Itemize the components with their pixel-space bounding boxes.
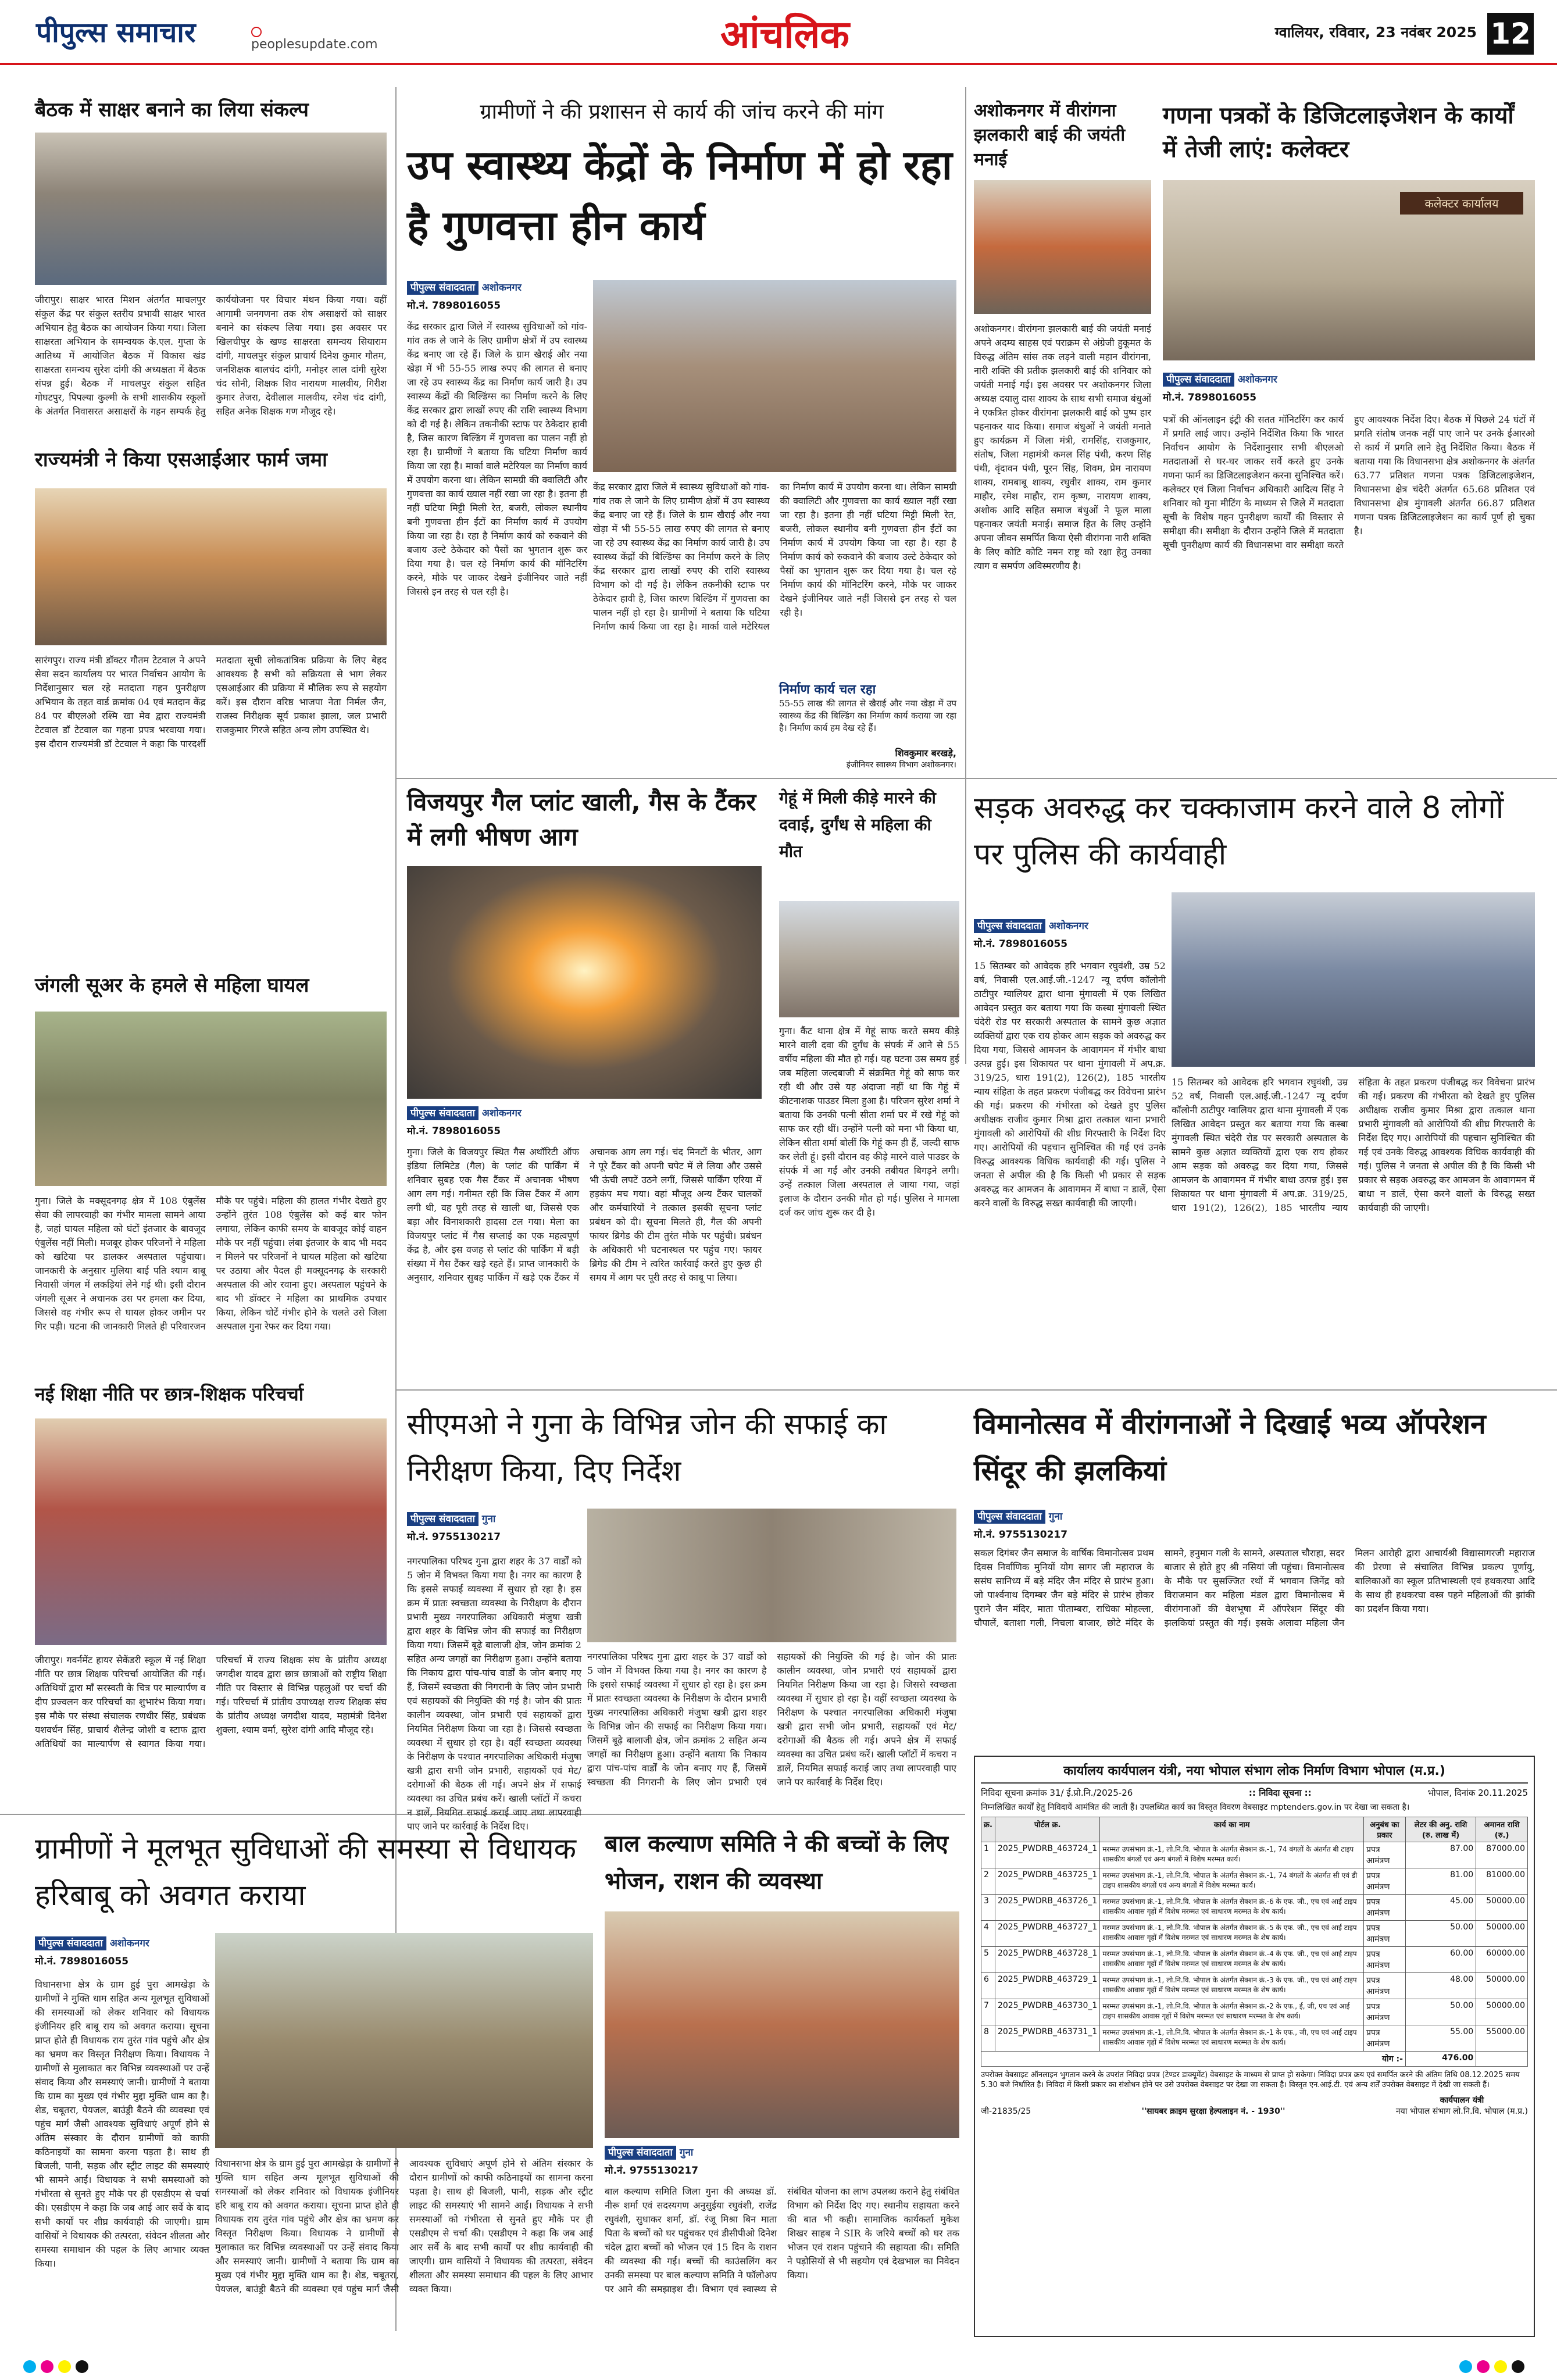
tender-cell: 55.00: [1405, 2025, 1476, 2052]
article-headline: गेहूं में मिली कीड़े मारने की दवाई, दुर्गंध से महिला की मौत: [779, 788, 936, 861]
article-photo: [35, 488, 387, 645]
registration-mark-magenta: [41, 2360, 53, 2373]
tender-cell: 60000.00: [1476, 1947, 1528, 1973]
article-photo: [587, 1509, 956, 1642]
registration-mark-cyan: [23, 2360, 36, 2373]
tender-signature-title: कार्यपालन यंत्री: [1440, 2096, 1484, 2105]
tender-cell: 87000.00: [1476, 1842, 1528, 1868]
tender-cell: 7: [981, 1999, 995, 2025]
article-photo: [593, 280, 956, 472]
byline-mobile: मो.नं. 7898016055: [974, 938, 1068, 950]
article-gas-fire: [407, 785, 762, 1384]
dateline: ग्वालियर, रविवार, 23 नवंबर 2025: [1274, 24, 1477, 41]
byline-tag: पीपुल्स संवाददाता: [605, 2146, 676, 2160]
article-headline: सीएमओ ने गुना के विभिन्न जोन की सफाई का निरीक्षण किया, दिए निर्देश: [407, 1407, 887, 1488]
byline-place: गुना: [679, 2147, 694, 2159]
byline: [605, 2145, 959, 2180]
byline-place: अशोकनगर: [1237, 374, 1277, 385]
tender-cell: 81.00: [1405, 1868, 1476, 1895]
article-headline: विजयपुर गैल प्लांट खाली, गैस के टैंकर में लगी भीषण आग: [407, 788, 756, 851]
tender-cell: प्रपत्र आमंत्रण: [1363, 1973, 1405, 1999]
article-headline: नई शिक्षा नीति पर छात्र-शिक्षक परिचर्चा: [35, 1383, 304, 1405]
tender-cell: 81000.00: [1476, 1868, 1528, 1895]
tender-total-row: [981, 2052, 1528, 2067]
tender-cell: 3: [981, 1895, 995, 1921]
tender-cell: 2025_PWDRB_463724_1: [995, 1842, 1099, 1868]
tender-cell: 2025_PWDRB_463727_1: [995, 1921, 1099, 1947]
article-body: विधानसभा क्षेत्र के ग्राम हुई पुरा आमखेड़ा के ग्रामीणों ने मुक्ति धाम सहित अन्य मूलभूत सुविधाओं की समस्याओं को लेकर शनिवार को विधायक इंजीनियर हरि बाबू राय को अवगत कराया। सूचना प्राप्त होते ही विधायक राय तुरंत गांव पहुंचे और क्षेत्र का भ्रमण कर विस्तृत निरीक्षण किया। विधायक ने ग्रामीणों से मुलाकात कर विभिन्न व्यवस्थाओं पर उन्हें संवाद किया और समस्याएं जानी। ग्रामीणों ने बताया कि ग्राम का मुख्य एवं गंभीर मुद्दा मुक्ति धाम का है। शेड, चबूतरा, पेयजल, बाउंड्री बैठने की व्यवस्था एवं पहुंच मार्ग जैसी आवश्यक सुविधाएं अपूर्ण होने से अंतिम संस्कार के दौरान ग्रामीणों को काफी कठिनाइयों का सामना करना पड़ता है। साथ ही बिजली, पानी, सड़क और स्ट्रीट लाइट की समस्याएं भी सामने आईं। विधायक ने सभी समस्याओं को गंभीरता से सुनते हुए मौके पर ही एसडीएम से चर्चा की। एसडीएम ने कहा कि जब आई आर सर्वे के बाद सभी कार्यों पर शीघ्र कार्यवाही की जाएगी। ग्राम वासियों ने विधायक की तत्परता, संवेदन शीलता और समस्या समाधान की पहल के लिए आभार व्यक्त किया।: [35, 1979, 209, 2269]
article-kicker: ग्रामीणों ने की प्रशासन से कार्य की जांच करने की मांग: [480, 100, 884, 124]
byline-mobile: मो.नं. 9755130217: [974, 1529, 1068, 1541]
article-body: बाल कल्याण समिति जिला गुना की अध्यक्ष डॉ. नीरू शर्मा एवं सदस्यगण अनुसुईया रघुवंशी, राजेंद्र रघुवंशी, सुधाकर शर्मा, डॉ. रंजू मिश्रा बिन माता पिता के बच्चों को घर पहुंचकर एवं डीसीपीओ दिनेश चंदेल द्वारा बच्चों को भोजन एवं 15 दिन के राशन की व्यवस्था की गई। बच्चों की काउंसलिंग कर उनकी समस्या पर बाल कल्याण समिति ने फॉलोअप पर आने की समझाइश दी। विभाग एवं स्वास्थ्य से संबंधित योजना का लाभ उपलब्ध कराने हेतु संबंधित विभाग को निर्देश दिए गए। स्थानीय सहायता करने की बात भी कही। सामाजिक कार्यकर्ता मुकेश शिखर साहब ने SIR के जरिये बच्चों को घर तक भोजन एवं राशन पहुंचाने की सहायता की। समिति ने पड़ोसियों से भी सहयोग एवं देखभाल का निवेदन किया।: [605, 2186, 959, 2295]
article-body: सकल दिगंबर जैन समाज के वार्षिक विमानोत्सव प्रथम दिवस निर्वाणिक मुनियों योग सागर जी महाराज के ससंघ सानिध्य में बड़े मंदिर जैन मंदिर से प्रारंभ हुआ। जो पार्श्वनाथ दिगम्बर जैन बड़े मंदिर से प्रारंभ होकर पुराने जैन मंदिर, माता पीताम्बरा, राधिका मोहल्ला, चौपालें, बताशा गली, निचला बाजार, छोटे मंदिर के सामने, हनुमान गली के सामने, अस्पताल चौराहा, सदर बाजार से होते हुए श्री नसियां जी पहुंचा। विमानोत्सव के मौके पर सुसज्जित रथों में भगवान जिनेंद्र को विराजमान कर महिला मंडल द्वारा विमानोत्सव में वीरांगनाओं की वेशभूषा में ऑपरेशन सिंदूर की झलकियां प्रस्तुत की गई। इसके अलावा महिला जैन मिलन आरोही द्वारा आचार्यश्री विद्यासागरजी महाराज की प्रेरणा से संचालित विभिन्न प्रकल्प पूर्णायु, बालिकाओं का स्कूल प्रतिभास्थली एवं हथकरघा आदि के साथ ही हथकरघा वस्त्र पहने महिलाओं की झांकी का प्रदर्शन किया गया।: [974, 1548, 1535, 1628]
tender-cell: प्रपत्र आमंत्रण: [1363, 1895, 1405, 1921]
byline-mobile: मो.नं. 7898016055: [407, 300, 501, 312]
article-body-text: विधानसभा क्षेत्र के ग्राम हुई पुरा आमखेड़ा के ग्रामीणों ने मुक्ति धाम सहित अन्य मूलभूत सुविधाओं की समस्याओं को लेकर शनिवार को विधायक इंजीनियर हरि बाबू राय को अवगत कराया। सूचना प्राप्त होते ही विधायक राय तुरंत गांव पहुंचे और क्षेत्र का भ्रमण कर विस्तृत निरीक्षण किया। विधायक ने ग्रामीणों से मुलाकात कर विभिन्न व्यवस्थाओं पर उन्हें संवाद किया और समस्याएं जानी। ग्रामीणों ने बताया कि ग्राम का मुख्य एवं गंभीर मुद्दा मुक्ति धाम का है। शेड, चबूतरा, पेयजल, बाउंड्री बैठने की व्यवस्था एवं पहुंच मार्ग जैसी आवश्यक सुविधाएं अपूर्ण होने से अंतिम संस्कार के दौरान ग्रामीणों को काफी कठिनाइयों का सामना करना पड़ता है। साथ ही बिजली, पानी, सड़क और स्ट्रीट लाइट की समस्याएं भी सामने आईं। विधायक ने सभी समस्याओं को गंभीरता से सुनते हुए मौके पर ही एसडीएम से चर्चा की। एसडीएम ने कहा कि जब आई आर सर्वे के बाद सभी कार्यों पर शीघ्र कार्यवाही की जाएगी। ग्राम वासियों ने विधायक की तत्परता, संवेदन शीलता और समस्या समाधान की पहल के लिए आभार व्यक्त किया।: [215, 2158, 593, 2295]
article-photo: [35, 133, 387, 285]
tender-cell: प्रपत्र आमंत्रण: [1363, 1999, 1405, 2025]
paper-logo: [36, 13, 245, 51]
article-health-centers: [407, 99, 956, 773]
tender-cell: 2025_PWDRB_463728_1: [995, 1947, 1099, 1973]
article-headline: राज्यमंत्री ने किया एसआईआर फार्म जमा: [35, 448, 327, 471]
byline-place: गुना: [481, 1513, 496, 1525]
tender-signature-office: नया भोपाल संभाग लो.नि.वि. भोपाल (म.प्र.): [1395, 2107, 1528, 2116]
article-boar-attack: [35, 973, 387, 1374]
byline: [1163, 372, 1337, 407]
tender-cell: 5: [981, 1947, 995, 1973]
tender-cell: 60.00: [1405, 1947, 1476, 1973]
tender-cell: 45.00: [1405, 1895, 1476, 1921]
tender-row: [981, 1973, 1528, 1999]
tender-cell: मरम्मत उपसंभाग क्रं.-1, लो.नि.वि. भोपाल के अंतर्गत सेक्शन क्रं.-5 के एफ. जी., एच एवं आई टाइप शासकीय आवास गृहों में विशेष मरम्मत एवं साधारण मरम्मत के शेष कार्य।: [1100, 1921, 1364, 1947]
article-headline: विमानोत्सव में वीरांगनाओं ने दिखाई भव्य ऑपरेशन सिंदूर की झलकियां: [974, 1408, 1486, 1487]
paper-name: पीपुल्स समाचार: [36, 16, 196, 49]
page-number: 12: [1487, 13, 1534, 55]
tender-row: [981, 1895, 1528, 1921]
tender-row: [981, 1868, 1528, 1895]
tender-cell: 50.00: [1405, 1999, 1476, 2025]
byline: [407, 1511, 581, 1546]
article-body: गुना। जिले के विजयपुर स्थित गैस अथॉरिटी ऑफ इंडिया लिमिटेड (गैल) के प्लांट की पार्किंग में शनिवार सुबह एक गैस टैंकर में अचानक भीषण आग लग गई। गनीमत रही कि जिस टैंकर में आग लगी थी, वह पूरी तरह से खाली था, जिससे एक बड़ा और विनाशकारी हादसा टल गया। मेला का विजयपुर प्लांट में गैस सप्लाई का एक महत्वपूर्ण केंद्र है, और इस वजह से प्लांट की पार्किंग में बड़ी संख्या में गैस टैंकर खड़े रहते हैं। प्राप्त जानकारी के अनुसार, शनिवार सुबह पार्किंग में खड़े एक टैंकर में अचानक आग लग गई। चंद मिनटों के भीतर, आग ने पूरे टैंकर को अपनी चपेट में ले लिया और उससे भी ऊंची लपटें उठने लगीं, जिससे पार्किंग एरिया में हड़कंप मच गया। वहां मौजूद अन्य टैंकर चालकों और कर्मचारियों ने तत्काल इसकी सूचना प्लांट प्रबंधन को दी। सूचना मिलते ही, गैल की अपनी फायर ब्रिगेड की टीम तुरंत मौके पर पहुंची। प्रबंधन के अधिकारी भी घटनास्थल पर पहुंच गए। फायर ब्रिगेड की टीम ने त्वरित कार्रवाई करते हुए कुछ ही समय में आग पर पूरी तरह से काबू पा लिया।: [407, 1146, 762, 1283]
byline-place: अशोकनगर: [1048, 920, 1088, 932]
article-cmo-inspection: [407, 1401, 956, 1832]
article-jhalkari-bai: [974, 99, 1151, 773]
article-headline: जंगली सूअर के हमले से महिला घायल: [35, 974, 309, 997]
byline-mobile: मो.नं. 7898016055: [35, 1956, 129, 1967]
tender-column-header: कार्य का नाम: [1100, 1817, 1364, 1842]
tender-cell: मरम्मत उपसंभाग क्रं.-1, लो.नि.वि. भोपाल के अंतर्गत सेक्शन क्रं.-1, 74 बंगलों के अंतर्गत बी टाइप शासकीय बंगलों एवं अन्य बंगलों में विशेष मरम्मत कार्य।: [1100, 1842, 1364, 1868]
tender-cell: मरम्मत उपसंभाग क्रं.-1, लो.नि.वि. भोपाल के अंतर्गत सेक्शन क्रं.-1, 74 बंगलों के अंतर्गत सी एवं डी टाइप शासकीय बंगलों एवं अन्य बंगलों में विशेष मरम्मत कार्य।: [1100, 1868, 1364, 1895]
tender-cell: 8: [981, 2025, 995, 2052]
article-literacy: [35, 98, 387, 441]
tender-cell: 2025_PWDRB_463731_1: [995, 2025, 1099, 2052]
registration-mark-yellow: [58, 2360, 71, 2373]
globe-icon: [251, 27, 262, 37]
section-name: आंचलिक: [720, 12, 849, 57]
article-body: जीरापुर। गवर्नमेंट हायर सेकेंडरी स्कूल में नई शिक्षा नीति पर छात्र शिक्षक परिचर्चा आयोजित की गई। अतिथियों द्वारा माँ सरस्वती के चित्र पर माल्यार्पण व दीप प्रज्वलन कर परिचर्चा का शुभारंभ किया गया। इस मौके पर संस्था संचालक रणधीर सिंह, प्रबंधक यशवर्धन सिंह, प्राचार्य शैलेन्द्र जोशी व स्टाफ द्वारा अतिथियों का माल्यार्पण से स्वागत किया गया। परिचर्चा में राज्य शिक्षक संघ के प्रांतीय अध्यक्ष जगदीश यादव द्वारा छात्र छात्राओं को राष्ट्रीय शिक्षा नीति पर विस्तार से विभिन्न पहलुओं पर चर्चा की गई। परिचर्चा में प्रांतीय उपाध्यक्ष राज्य शिक्षक संघ के प्रांतीय अध्यक्ष जगदीश यादव, महामंत्री दिनेश शुक्ला, श्याम वर्मा, सुरेश दांगी आदि मौजूद रहे।: [35, 1654, 387, 1749]
tender-intro: निम्नलिखित कार्यों हेतु निविदायें आमंत्रित की जाती हैं। उपलब्धित कार्य का विस्तृत विवरण वेबसाइट mptenders.gov.in पर देखा जा सकता है।: [981, 1803, 1410, 1812]
article-body-cont: [1172, 1075, 1535, 1378]
tender-column-header: अनुबंध का प्रकार: [1363, 1817, 1405, 1842]
byline-tag: पीपुल्स संवाददाता: [1163, 373, 1234, 387]
article-body-text: 15 सितम्बर को आवेदक हरि भगवान रघुवंशी, उम्र 52 वर्ष, निवासी एल.आई.जी.-1247 न्यू दर्पण कॉलोनी ठाटीपुर ग्वालियर द्वारा थाना मुंगावली में एक लिखित आवेदन प्रस्तुत कर बताया गया कि कस्बा मुंगावली स्थित चंदेरी रोड पर सरकारी अस्पताल के सामने कुछ अज्ञात व्यक्तियों द्वारा एक राय होकर आम सड़क को अवरुद्ध कर दिया गया, जिससे आमजन के आवागमन में गंभीर बाधा उत्पन्न हुई। इस शिकायत पर थाना मुंगावली में अप.क्र. 319/25, धारा 191(2), 126(2), 185 भारतीय न्याय संहिता के तहत प्रकरण पंजीबद्ध कर विवेचना प्रारंभ की गई। प्रकरण की गंभीरता को देखते हुए पुलिस अधीक्षक राजीव कुमार मिश्रा द्वारा तत्काल थाना प्रभारी मुंगावली को आरोपियों की शीघ्र गिरफ्तारी के निर्देश दिए गए। आरोपियों की पहचान सुनिश्चित की गई एवं उनके विरुद्ध आवश्यक विधिक कार्यवाही की गई। पुलिस ने जनता से अपील की है कि किसी भी प्रकार से सड़क अवरुद्ध कर आमजन के आवागमन में बाधा न डालें, ऐसा करने वालों के विरुद्ध सख्त कार्यवाही की जाएगी।: [1172, 1077, 1535, 1213]
byline-mobile: मो.नं. 9755130217: [407, 1531, 501, 1543]
tender-subtitle: :: निविदा सूचना ::: [1248, 1788, 1312, 1798]
tender-cell: [1476, 2052, 1528, 2067]
article-body: गुना। कैंट थाना क्षेत्र में गेहूं साफ करते समय कीड़े मारने वाली दवा की दुर्गंध के संपर्क में आने से 55 वर्षीय महिला की मौत हो गई। यह घटना उस समय हुई जब महिला जल्दबाजी में संक्रमित गेहूं को साफ कर रही थी और उसे यह अंदाजा नहीं था कि गेहूं में कीटनाशक पाउडर मिला हुआ है। परिजन सुरेश शर्मा ने बताया कि उनकी पत्नी सीता शर्मा घर में रखे गेहूं को साफ कर रही थीं। उन्होंने पत्नी को मना भी किया था, लेकिन सीता शर्मा बोलीं कि गेहूं कम ही हैं, जल्दी साफ कर लेती हूं। इसी दौरान वह कीड़े मारने वाले पाउडर के संपर्क में आ गईं और उनकी तबीयत बिगड़ने लगी। उन्हें तत्काल जिला अस्पताल ले जाया गया, जहां इलाज के दौरान उनकी मौत हो गई। पुलिस ने मामला दर्ज कर जांच शुरू कर दी है।: [779, 1025, 959, 1218]
tender-cell: प्रपत्र आमंत्रण: [1363, 1947, 1405, 1973]
article-photo: [1163, 180, 1535, 360]
quote-text: 55-55 लाख की लागत से खैराई और नया खेड़ा में उप स्वास्थ्य केंद्र की बिल्डिंग का निर्माण कार्य कराया जा रहा है। निर्माण कार्य हम देख रहे हैं।: [779, 698, 956, 733]
article-body-text: नगरपालिका परिषद गुना द्वारा शहर के 37 वार्डों को 5 जोन में विभक्त किया गया है। नगर का कारण है कि इससे सफाई व्यवस्था में सुधार हो रहा है। इस क्रम में प्रातः स्वच्छता व्यवस्था के निरीक्षण के दौरान प्रभारी मुख्य नगरपालिका अधिकारी मंजुषा खत्री द्वारा शहर के विभिन्न जोन की सफाई का निरीक्षण किया गया। जिसमें बूढ़े बालाजी क्षेत्र, जोन क्रमांक 2 सहित अन्य जगहों का निरीक्षण हुआ। उन्होंने बताया कि निकाय द्वारा पांच-पांच वार्डों के जोन बनाए गए हैं, जिसमें स्वच्छता की निगरानी के लिए जोन प्रभारी एवं सहायकों की नियुक्ति की गई है। जोन की प्रातः कालीन व्यवस्था, जोन प्रभारी एवं सहायकों द्वारा नियमित निरीक्षण किया जा रहा है। जिससे स्वच्छता व्यवस्था में सुधार हो रहा है। वहीं स्वच्छता व्यवस्था के निरीक्षण के पश्चात नगरपालिका अधिकारी मंजुषा खत्री द्वारा सभी जोन प्रभारी, सहायकों एवं मेट/दरोगाओं की बैठक ली गई। अपने क्षेत्र में सफाई व्यवस्था का उचित प्रबंध करें। खाली प्लॉटों में कचरा न डालें, नियमित सफाई कराई जाए तथा लापरवाही पाए जाने पर कार्रवाई के निर्देश दिए।: [587, 1651, 956, 1788]
byline: [974, 919, 1166, 953]
tender-title: कार्यालय कार्यपालन यंत्री, नया भोपाल संभाग लोक निर्माण विभाग भोपाल (म.प्र.): [981, 1761, 1528, 1784]
registration-mark-black: [1512, 2360, 1524, 2373]
byline-tag: पीपुल्स संवाददाता: [407, 1512, 478, 1526]
article-headline: अशोकनगर में वीरांगना झलकारी बाई की जयंती मनाई: [974, 101, 1126, 170]
byline: [974, 1509, 1148, 1544]
tender-row: [981, 1842, 1528, 1868]
byline: [407, 1106, 762, 1141]
tender-column-header: अमानत राशि (रु.): [1476, 1817, 1528, 1842]
website-text: peoplesupdate.com: [251, 37, 378, 52]
tender-cell: मरम्मत उपसंभाग क्रं.-1, लो.नि.वि. भोपाल के अंतर्गत सेक्शन क्रं.-1 के एफ., जी, एच एवं आई टाइप शासकीय आवास गृहों में विशेष मरम्मत एवं साधारण मरम्मत के शेष कार्य।: [1100, 2025, 1364, 2052]
article-body: नगरपालिका परिषद गुना द्वारा शहर के 37 वार्डों को 5 जोन में विभक्त किया गया है। नगर का कारण है कि इससे सफाई व्यवस्था में सुधार हो रहा है। इस क्रम में प्रातः स्वच्छता व्यवस्था के निरीक्षण के दौरान प्रभारी मुख्य नगरपालिका अधिकारी मंजुषा खत्री द्वारा शहर के विभिन्न जोन की सफाई का निरीक्षण किया गया। जिसमें बूढ़े बालाजी क्षेत्र, जोन क्रमांक 2 सहित अन्य जगहों का निरीक्षण हुआ। उन्होंने बताया कि निकाय द्वारा पांच-पांच वार्डों के जोन बनाए गए हैं, जिसमें स्वच्छता की निगरानी के लिए जोन प्रभारी एवं सहायकों की नियुक्ति की गई है। जोन की प्रातः कालीन व्यवस्था, जोन प्रभारी एवं सहायकों द्वारा नियमित निरीक्षण किया जा रहा है। जिससे स्वच्छता व्यवस्था में सुधार हो रहा है। वहीं स्वच्छता व्यवस्था के निरीक्षण के पश्चात नगरपालिका अधिकारी मंजुषा खत्री द्वारा सभी जोन प्रभारी, सहायकों एवं मेट/दरोगाओं की बैठक ली गई। अपने क्षेत्र में सफाई व्यवस्था का उचित प्रबंध करें। खाली प्लॉटों में कचरा न डालें, नियमित सफाई कराई जाए तथा लापरवाही पाए जाने पर कार्रवाई के निर्देश दिए।: [407, 1556, 581, 1832]
byline-tag: पीपुल्स संवाददाता: [974, 1510, 1045, 1524]
article-body: 15 सितम्बर को आवेदक हरि भगवान रघुवंशी, उम्र 52 वर्ष, निवासी एल.आई.जी.-1247 न्यू दर्पण कॉलोनी ठाटीपुर ग्वालियर द्वारा थाना मुंगावली में एक लिखित आवेदन प्रस्तुत कर बताया गया कि कस्बा मुंगावली स्थित चंदेरी रोड पर सरकारी अस्पताल के सामने कुछ अज्ञात व्यक्तियों द्वारा एक राय होकर आम सड़क को अवरुद्ध कर दिया गया, जिससे आमजन के आवागमन में गंभीर बाधा उत्पन्न हुई। इस शिकायत पर थाना मुंगावली में अप.क्र. 319/25, धारा 191(2), 126(2), 185 भारतीय न्याय संहिता के तहत प्रकरण पंजीबद्ध कर विवेचना प्रारंभ की गई। प्रकरण की गंभीरता को देखते हुए पुलिस अधीक्षक राजीव कुमार मिश्रा द्वारा तत्काल थाना प्रभारी मुंगावली को आरोपियों की शीघ्र गिरफ्तारी के निर्देश दिए गए। आरोपियों की पहचान सुनिश्चित की गई एवं उनके विरुद्ध आवश्यक विधिक कार्यवाही की गई। पुलिस ने जनता से अपील की है कि किसी भी प्रकार से सड़क अवरुद्ध कर आमजन के आवागमन में बाधा न डालें, ऐसा करने वालों के विरुद्ध सख्त कार्यवाही की जाएगी।: [974, 960, 1166, 1209]
article-body-cont: [587, 1650, 956, 1804]
article-photo: [974, 180, 1151, 314]
article-education-policy: [35, 1382, 387, 1807]
tender-cell: 4: [981, 1921, 995, 1947]
registration-mark-cyan: [1459, 2360, 1472, 2373]
article-body-cont: [593, 480, 956, 678]
tender-cell: मरम्मत उपसंभाग क्रं.-1, लो.नि.वि. भोपाल के अंतर्गत सेक्शन क्रं.-4 के एफ. जी., एच एवं आई टाइप शासकीय आवास गृहों में विशेष मरम्मत एवं साधारण मरम्मत के शेष कार्य।: [1100, 1947, 1364, 1973]
article-photo: [779, 901, 959, 1017]
article-wheat-death: [779, 785, 959, 1384]
article-body-cont: [215, 2157, 593, 2338]
article-vimanotsav: [974, 1401, 1535, 1750]
article-child-welfare: [605, 1825, 959, 2343]
article-photo: [1172, 892, 1535, 1067]
byline-place: अशोकनगर: [481, 1107, 522, 1119]
article-headline: ग्रामीणों ने मूलभूत सुविधाओं की समस्या से विधायक हरिबाबू को अवगत कराया: [35, 1832, 577, 1912]
byline: [407, 280, 581, 315]
website-link[interactable]: [251, 26, 391, 52]
article-headline: सड़क अवरुद्ध कर चक्काजाम करने वाले 8 लोगों पर पुलिस की कार्यवाही: [974, 791, 1504, 872]
article-photo: [35, 1418, 387, 1645]
tender-cell: 55000.00: [1476, 2025, 1528, 2052]
quote-role: इंजीनियर स्वास्थ्य विभाग अशोकनगर।: [846, 760, 956, 770]
article-photo: [605, 1911, 959, 2138]
tender-row: [981, 1999, 1528, 2025]
article-headline: उप स्वास्थ्य केंद्रों के निर्माण में हो रहा है गुणवत्ता हीन कार्य: [407, 141, 952, 249]
registration-mark-magenta: [1477, 2360, 1490, 2373]
tender-cell: 50000.00: [1476, 1921, 1528, 1947]
tender-helpline: ''सायबर क्राइम सुरक्षा हेल्पलाइन नं. - 1930'': [1141, 2107, 1285, 2116]
tender-date: भोपाल, दिनांक 20.11.2025: [1427, 1788, 1528, 1798]
article-minister: [35, 448, 387, 965]
article-body: पत्रों की ऑनलाइन इंट्री की सतत मॉनिटरिंग कर कार्य में प्रगति लाई जाए। उन्होंने निर्देशित किया कि भारत निर्वाचन आयोग के निर्देशानुसार सभी बीएलओ मतदाताओं से घर-घर जाकर सर्वे करते हुए उनके गणना फार्म का डिजिटलाइजेशन करना सुनिश्चित करें। कलेक्टर एवं जिला निर्वाचन अधिकारी आदित्य सिंह ने शनिवार को गुना मीटिंग के माध्यम से जिले में मतदाता सूची के विशेष गहन पुनरीक्षण कार्यों की विस्तार से समीक्षा की। समीक्षा के दौरान उन्होंने जिले में मतदाता सूची पुनरीक्षण कार्य की विधानसभा वार समीक्षा करते हुए आवश्यक निर्देश दिए। बैठक में पिछले 24 घंटों में प्रगति संतोष जनक नहीं पाए जाने पर उनके ईआरओ से कार्य में प्रगति लाने हेतु निर्देशित किया। बैठक में बताया गया कि विधानसभा क्षेत्र अशोकनगर के अंतर्गत 63.77 प्रतिशत गणना पत्रक डिजिटलाइजेशन, विधानसभा क्षेत्र चंदेरी अंतर्गत 65.68 प्रतिशत एवं विधानसभा क्षेत्र मुंगावली अंतर्गत 66.87 प्रतिशत गणना पत्रक डिजिटलाइजेशन का कार्य पूर्ण हो चुका है।: [1163, 414, 1535, 551]
section-rule: [395, 1389, 1557, 1391]
tender-cell: मरम्मत उपसंभाग क्रं.-1, लो.नि.वि. भोपाल के अंतर्गत सेक्शन क्रं.-6 के एफ. जी., एच एवं आई टाइप शासकीय आवास गृहों में विशेष मरम्मत एवं साधारण मरम्मत के शेष कार्य।: [1100, 1895, 1364, 1921]
registration-mark-yellow: [1494, 2360, 1507, 2373]
tender-cell: 6: [981, 1973, 995, 1999]
article-headline: गणना पत्रकों के डिजिटलाइजेशन के कार्यों में तेजी लाएं: कलेक्टर: [1163, 102, 1514, 163]
tender-cell: प्रपत्र आमंत्रण: [1363, 2025, 1405, 2052]
article-body: सारंगपुर। राज्य मंत्री डॉक्टर गौतम टेटवाल ने अपने सेवा सदन कार्यालय पर भारत निर्वाचन आयोग के निर्देशानुसार चल रहे मतदाता गहन पुनरीक्षण अभियान के तहत वार्ड क्रमांक 04 एवं मतदान केंद्र 84 पर बीएलओ रश्मि खा मेव द्वारा राज्यमंत्री टेटवाल डॉ टेटवाल का गहना प्रपत्र भरवाया गया। इस दौरान राज्यमंत्री डॉ टेटवाल ने कहा कि पारदर्शी मतदाता सूची लोकतांत्रिक प्रक्रिया के लिए बेहद आवश्यक है सभी को सक्रियता से भाग लेकर एसआईआर की प्रक्रिया में मौलिक रूप से सहयोग करें। इस दौरान वरिष्ठ भाजपा नेता निर्मल जैन, राजस्व निरीक्षक सूर्य प्रकाश झाला, जल प्रभारी राजकुमार गिरजे सहित अन्य लोग उपस्थित थे।: [35, 655, 387, 749]
tender-cell: 50000.00: [1476, 1999, 1528, 2025]
tender-column-header: पोर्टल क्र.: [995, 1817, 1099, 1842]
tender-footer: उपरोक्त वेबसाइट ऑनलाइन भुगतान करने के उपरांत निविदा प्रपत्र (टेण्डर डाक्यूमेंट) वेबसाइट के माध्यम से प्राप्त हो सकेगा। निविदा प्रपत्र क्रय एवं समर्पित करने की अंतिम तिथि 08.12.2025 समय 5.30 बजे निर्धारित है। निविदा में किसी प्रकार का संशोधन होने पर उसे उपरोक्त वेबसाइट पर देखा जा सकता है। विस्तृत एन.आई.टी. एवं अन्य शर्तें उपरोक्त वेबसाइट में देखी जा सकती हैं।: [981, 2071, 1520, 2089]
tender-ref: निविदा सूचना क्रमांक 31/ ई.प्रो.नि./2025-26: [981, 1788, 1133, 1798]
article-body-text: केंद्र सरकार द्वारा जिले में स्वास्थ्य सुविधाओं को गांव-गांव तक ले जाने के लिए ग्रामीण क्षेत्रों में उप स्वास्थ्य केंद्र बनाए जा रहे हैं। जिले के ग्राम खैराई और नया खेड़ा में भी 55-55 लाख रुपए की लागत से बनाए जा रहे उप स्वास्थ्य केंद्र का निर्माण कार्य जारी है। उप स्वास्थ्य केंद्रों की बिल्डिंग्स का निर्माण करने के लिए केंद्र सरकार द्वारा लाखों रुपए की राशि स्वास्थ्य विभाग को दी गई है। लेकिन तकनीकी स्टाफ पर ठेकेदार हावी है, जिस कारण बिल्डिंग में गुणवत्ता का पालन नहीं हो रहा है। ग्रामीणों ने बताया कि घटिया निर्माण कार्य किया जा रहा है। मार्का वाले मटेरियल का निर्माण कार्य में उपयोग करना था। लेकिन सामग्री की क्वालिटी और गुणवत्ता का कार्य ख्याल नहीं रखा जा रहा है। इतना ही नहीं घटिया मिट्टी मिली रेत, बजरी, लोकल स्थानीय बनी गुणवत्ता हीन ईंटों का निर्माण कार्य में उपयोग किया जा रहा है। रहा है निर्माण कार्य को रुकवाने की बजाय उल्टे ठेकेदार को पैसों का भुगतान शुरू कर दिया गया है। चल रहे निर्माण कार्य की मॉनिटरिंग करने, मौके पर जाकर देखने इंजीनियर जाते नहीं जिससे इन तरह से चल रही है।: [593, 481, 956, 632]
article-digitization: [1163, 99, 1535, 773]
registration-mark-black: [76, 2360, 88, 2373]
tender-cell: 2025_PWDRB_463725_1: [995, 1868, 1099, 1895]
byline-mobile: मो.नं. 7898016055: [407, 1125, 501, 1137]
byline-place: अशोकनगर: [109, 1938, 149, 1949]
tender-cell: 1: [981, 1842, 995, 1868]
tender-column-header: क्र.: [981, 1817, 995, 1842]
byline-place: गुना: [1048, 1511, 1063, 1523]
article-photo: [407, 866, 762, 1099]
article-mla-villagers: [35, 1825, 593, 2343]
tender-cell: 50000.00: [1476, 1895, 1528, 1921]
byline-mobile: मो.नं. 7898016055: [1163, 392, 1257, 403]
section-rule: [395, 778, 1557, 779]
quote-heading: निर्माण कार्य चल रहा: [779, 682, 876, 697]
tender-cell: 50.00: [1405, 1921, 1476, 1947]
tender-cell: 50000.00: [1476, 1973, 1528, 1999]
tender-cell: 2: [981, 1868, 995, 1895]
tender-row: [981, 1921, 1528, 1947]
tender-cell: 2025_PWDRB_463730_1: [995, 1999, 1099, 2025]
byline-tag: पीपुल्स संवाददाता: [407, 281, 478, 295]
tender-cell: प्रपत्र आमंत्रण: [1363, 1868, 1405, 1895]
article-photo: [35, 1012, 387, 1186]
article-headline: बैठक में साक्षर बनाने का लिया संकल्प: [35, 98, 309, 121]
tender-column-header: लेटर की अनु. राशि (रु. लाख में): [1405, 1817, 1476, 1842]
tender-row: [981, 2025, 1528, 2052]
quote-name: शिवकुमार बरखड़े,: [895, 748, 956, 759]
tender-cell: 87.00: [1405, 1842, 1476, 1868]
article-body: केंद्र सरकार द्वारा जिले में स्वास्थ्य सुविधाओं को गांव-गांव तक ले जाने के लिए ग्रामीण क्षेत्रों में उप स्वास्थ्य केंद्र बनाए जा रहे हैं। जिले के ग्राम खैराई और नया खेड़ा में भी 55-55 लाख रुपए की लागत से बनाए जा रहे उप स्वास्थ्य केंद्र का निर्माण कार्य जारी है। उप स्वास्थ्य केंद्रों की बिल्डिंग्स का निर्माण करने के लिए केंद्र सरकार द्वारा लाखों रुपए की राशि स्वास्थ्य विभाग को दी गई है। लेकिन तकनीकी स्टाफ पर ठेकेदार हावी है, जिस कारण बिल्डिंग में गुणवत्ता का पालन नहीं हो रहा है। ग्रामीणों ने बताया कि घटिया निर्माण कार्य किया जा रहा है। मार्का वाले मटेरियल का निर्माण कार्य में उपयोग करना था। लेकिन सामग्री की क्वालिटी और गुणवत्ता का कार्य ख्याल नहीं रखा जा रहा है। इतना ही नहीं घटिया मिट्टी मिली रेत, बजरी, लोकल स्थानीय बनी गुणवत्ता हीन ईंटों का निर्माण कार्य में उपयोग किया जा रहा है। रहा है निर्माण कार्य को रुकवाने की बजाय उल्टे ठेकेदार को पैसों का भुगतान शुरू कर दिया गया है। चल रहे निर्माण कार्य की मॉनिटरिंग करने, मौके पर जाकर देखने इंजीनियर जाते नहीं जिससे इन तरह से चल रही है।: [407, 321, 587, 597]
masthead: [0, 0, 1557, 65]
tender-total-label: योग :-: [981, 2052, 1406, 2067]
tender-cell: 2025_PWDRB_463729_1: [995, 1973, 1099, 1999]
tender-cell: मरम्मत उपसंभाग क्रं.-1, लो.नि.वि. भोपाल के अंतर्गत सेक्शन क्रं.-3 के एफ. जी., एच एवं आई टाइप शासकीय आवास गृहों में विशेष मरम्मत एवं साधारण मरम्मत के शेष कार्य।: [1100, 1973, 1364, 1999]
article-body: जीरापुर। साक्षर भारत मिशन अंतर्गत माचलपुर संकुल केंद्र पर संकुल स्तरीय प्रभावी साक्षर भारत अभियान हेतु बैठक का आयोजन किया गया। जिला साक्षरता अभियान के समन्वयक के.एल. गुप्ता के आतिथ्य में आयोजित बैठक में विकास खंड साक्षरता समन्वय सुरेश दांगी की अध्यक्षता में बैठक संपन्न हुई। बैठक में माचलपुर संकुल सहित गोघटपुर, पिपल्या कुल्मी के सभी शासकीय स्कूलों के अंतर्गत निवासरत असाक्षरों के गहन सम्पर्क हेतु कार्ययोजना पर विचार मंथन किया गया। वहीं आगामी जनगणना तक शेष असाक्षरों को साक्षर बनाने का संकल्प लिया गया। इस अवसर पर खिलचीपुर के खण्ड साक्षरता समन्वय सियाराम दांगी, माचलपुर संकुल प्राचार्य दिनेश कुमार गौतम, जनशिक्षक बालचंद दांगी, मनोहर लाल दांगी सुरेश चंद सोनी, शिक्षक शिव नारायण मालवीय, गिरीश कुमार तेजरा, देवीलाल मालवीय, रमेश चंद दांगी, सहित अनेक शिक्षक गण मौजूद रहे।: [35, 294, 387, 417]
tender-cell: प्रपत्र आमंत्रण: [1363, 1842, 1405, 1868]
article-headline: बाल कल्याण समिति ने की बच्चों के लिए भोजन, राशन की व्यवस्था: [605, 1831, 949, 1895]
article-road-block: [974, 785, 1535, 1384]
byline-tag: पीपुल्स संवाददाता: [35, 1936, 106, 1950]
byline-mobile: मो.नं. 9755130217: [605, 2165, 699, 2177]
column-rule: [965, 87, 966, 1064]
photo-sign: कलेक्टर कार्यालय: [1400, 192, 1523, 215]
byline-place: अशोकनगर: [481, 282, 522, 294]
tender-cell: मरम्मत उपसंभाग क्रं.-1, लो.नि.वि. भोपाल के अंतर्गत सेक्शन क्रं.-2 के एफ., ई, जी, एच एवं आई टाइप शासकीय आवास गृहों में विशेष मरम्मत एवं साधारण मरम्मत के शेष कार्य।: [1100, 1999, 1364, 2025]
tender-cell: प्रपत्र आमंत्रण: [1363, 1921, 1405, 1947]
tender-cell: 48.00: [1405, 1973, 1476, 1999]
byline-tag: पीपुल्स संवाददाता: [974, 919, 1045, 933]
tender-cell: 2025_PWDRB_463726_1: [995, 1895, 1099, 1921]
tender-code: जी-21835/25: [981, 2107, 1031, 2116]
tender-row: [981, 1947, 1528, 1973]
tender-total-value: 476.00: [1405, 2052, 1476, 2067]
tender-table: [981, 1817, 1528, 2067]
article-body: गुना। जिले के मक्सूदनगढ़ क्षेत्र में 108 एंबुलेंस सेवा की लापरवाही का गंभीर मामला सामने आया है, जहां घायल महिला को घंटों इंतजार के बावजूद एंबुलेंस नहीं मिली। मजबूर होकर परिजनों ने महिला को खटिया पर डालकर अस्पताल पहुंचाया। जानकारी के अनुसार मुलिया बाई पति श्याम बाबू निवासी जंगल में लकड़ियां लेने गई थी। इसी दौरान जंगली सूअर ने अचानक उस पर हमला कर दिया, जिससे वह गंभीर रूप से घायल होकर जमीन पर गिर पड़ी। घटना की जानकारी मिलते ही परिवारजन मौके पर पहुंचे। महिला की हालत गंभीर देखते हुए उन्होंने तुरंत 108 एंबुलेंस को कई बार फोन लगाया, लेकिन काफी समय के बावजूद कोई वाहन मौके पर नहीं पहुंचा। लंबा इंतजार के बाद भी मदद न मिलने पर परिजनों ने घायल महिला को खटिया पर उठाया और पैदल ही मक्सूदनगढ़ के सरकारी अस्पताल की ओर रवाना हुए। अस्पताल पहुंचने के बाद भी डॉक्टर ने महिला का प्राथमिक उपचार किया, लेकिन चोटें गंभीर होने के चलते उसे जिला अस्पताल गुना रेफर कर दिया गया।: [35, 1195, 387, 1332]
article-body: अशोकनगर। वीरांगना झलकारी बाई की जयंती मनाई अपने अदम्य साहस एवं पराक्रम से अंग्रेजी हुकूमत के विरुद्ध अंतिम सांस तक लड़ने वाली महान वीरांगना, नारी शक्ति की प्रतीक झलकारी बाई की शनिवार को जयंती मनाई गई। इस अवसर पर अशोकनगर जिला अध्यक्ष दयालु दास शाक्य के साथ सभी समाज बंधुओं ने एकत्रित होकर वीरांगना झलकारी बाई को पुष्प हार पहनाकर याद किया। समाज बंधुओं ने जयंती मनाते हुए कार्यक्रम में जिला मंत्री, रामसिंह, राजकुमार, संतोष, जिला महामंत्री कमल सिंह पंथी, करण सिंह पंथी, वृंदावन पंथी, पूरन सिंह, शिवम, प्रेम नारायण शाक्य, रामबाबू शाक्य, रघुवीर शाक्य, राम कुमार माहौर, रमेश माहौर, राम कृष्ण, नारायण शाक्य, अशोक आदि सहित समाज बंधुओं ने फूल माला पहनाकर जयंती मनाई। समाज हित के लिए उन्होंने अपना जीवन समर्पित किया ऐसी वीरांगना नारी शक्ति के लिए कोटि कोटि नमन राष्ट्र को रक्षा हेतु उनका त्याग व समर्पण अविस्मरणीय है।: [974, 323, 1151, 571]
byline-tag: पीपुल्स संवाददाता: [407, 1106, 478, 1120]
byline: [35, 1936, 209, 1971]
sidebar-quote: [779, 680, 956, 770]
tender-notice: [974, 1756, 1535, 2337]
article-photo: [215, 1933, 593, 2148]
